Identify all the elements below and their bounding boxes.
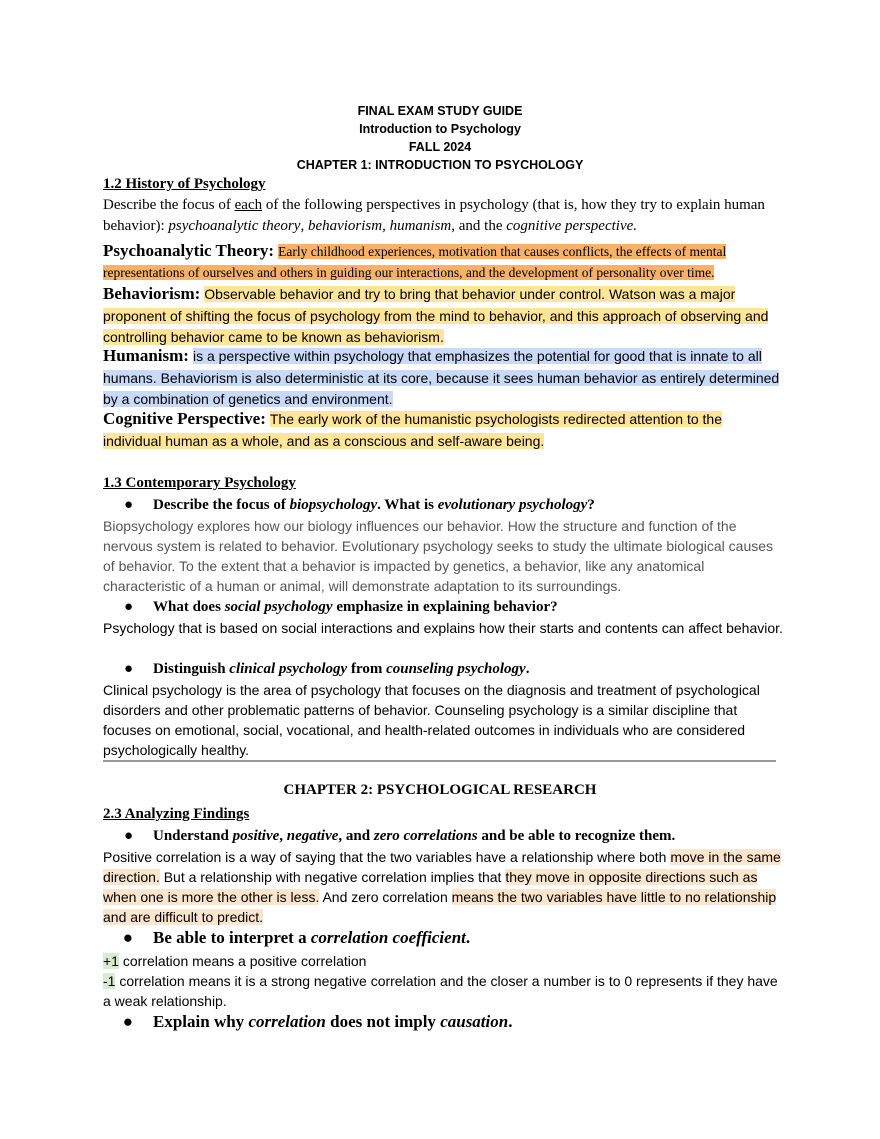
prompt-term: behaviorism, humanism, xyxy=(307,218,456,234)
bullet-social-psychology xyxy=(103,597,783,617)
bullet-term: biopsychology xyxy=(289,497,378,513)
behaviorism-text: Observable behavior and try to bring that behavior under control. Watson was a major proponent of shifting the focus of psychology from the mind to behavior, and this approach of observing and controlling behavior came to be known as behaviorism. xyxy=(103,286,769,345)
section-1-3-heading: 1.3 Contemporary Psychology xyxy=(103,475,296,491)
answer-text: correlation means a positive correlation xyxy=(118,953,367,969)
bullet-text: What does xyxy=(153,599,225,615)
cognitive-label: Cognitive Perspective: xyxy=(103,409,266,428)
psychoanalytic-text: Early childhood experiences, motivation that causes conflicts, the effects of mental representations of ourselves and others in guiding our interactions, and the development of personality over time. xyxy=(103,244,727,280)
course-name: Introduction to Psychology xyxy=(359,122,521,136)
bullet-text: Describe the focus of xyxy=(153,497,290,513)
answer-social-psychology: Psychology that is based on social interactions and explains how their starts and contents can affect behavior. xyxy=(103,620,783,636)
answer-text: But a relationship with negative correlation implies that xyxy=(159,869,506,885)
minus-one-value: -1 xyxy=(103,973,116,989)
bullet-term: counseling psychology xyxy=(386,661,526,677)
bullet-text: . xyxy=(508,1012,513,1031)
bullet-clinical-counseling xyxy=(103,659,783,679)
bullet-term: causation xyxy=(440,1012,509,1031)
bullet-biopsychology xyxy=(103,495,783,515)
bullet-text: and be able to recognize them. xyxy=(477,828,676,844)
bullet-causation xyxy=(103,1012,783,1032)
chapter-2-title: CHAPTER 2: PSYCHOLOGICAL RESEARCH xyxy=(283,782,597,798)
chapter-1-title: CHAPTER 1: INTRODUCTION TO PSYCHOLOGY xyxy=(296,158,584,172)
prompt-term: psychoanalytic theory xyxy=(168,218,301,234)
humanism-entry xyxy=(103,346,783,411)
bullet-text: does not imply xyxy=(325,1012,441,1031)
answer-text: correlation means it is a strong negative correlation and the closer a number is to 0 represents if they have a weak relationship. xyxy=(103,973,778,1009)
cognitive-entry xyxy=(103,409,783,452)
section-divider xyxy=(103,760,776,762)
bullet-icon: ● xyxy=(123,828,133,844)
bullet-icon: ● xyxy=(123,599,133,615)
answer-correlations xyxy=(103,847,783,927)
bullet-icon: ● xyxy=(123,497,133,513)
behaviorism-entry xyxy=(103,284,783,349)
prompt-text: , xyxy=(300,218,308,234)
answer-highlight: move in the same direction. xyxy=(103,849,781,885)
prompt-term: cognitive perspective. xyxy=(506,218,638,234)
bullet-text: , and xyxy=(338,828,374,844)
term-label: FALL 2024 xyxy=(408,140,472,154)
prompt-text: Describe the focus of xyxy=(103,197,235,213)
behaviorism-label: Behaviorism: xyxy=(103,284,201,303)
bullet-icon: ● xyxy=(122,928,133,947)
answer-clinical-counseling: Clinical psychology is the area of psychology that focuses on the diagnosis and treatment of psychological disorders and other problematic patterns of behavior. Counseling psychology is a similar discipline that focuses on emotional, social, vocational, and health-related outcomes in individuals who are considered psychologically healthy. xyxy=(103,682,760,758)
answer-text: Positive correlation is a way of saying that the two variables have a relationship where both xyxy=(103,849,671,865)
answer-biopsychology: Biopsychology explores how our biology influences our behavior. How the structure and function of the nervous system is related to behavior. Evolutionary psychology seeks to study the ultimate biological causes of behavior. To the extent that a behavior is impacted by genetics, a behavior, like any anatomical characteristic of a human or animal, will demonstrate adaptation to its surroundings. xyxy=(103,518,774,594)
section-1-2-heading: 1.2 History of Psychology xyxy=(103,176,266,192)
bullet-text: , xyxy=(279,828,287,844)
answer-minus-one xyxy=(103,971,783,1011)
section-2-3-heading: 2.3 Analyzing Findings xyxy=(103,806,250,822)
bullet-text: Distinguish xyxy=(153,661,230,677)
doc-title: FINAL EXAM STUDY GUIDE xyxy=(357,104,523,118)
bullet-term: social psychology xyxy=(224,599,333,615)
prompt-text: and the xyxy=(455,218,507,234)
plus-one-value: +1 xyxy=(103,953,119,969)
bullet-icon: ● xyxy=(123,661,133,677)
answer-highlight: means the two variables have little to no relationship and are difficult to predict. xyxy=(103,889,777,925)
bullet-term: clinical psychology xyxy=(229,661,348,677)
humanism-label: Humanism: xyxy=(103,346,189,365)
bullet-text: Explain why xyxy=(153,1012,249,1031)
bullet-term: correlation xyxy=(248,1012,326,1031)
humanism-text: is a perspective within psychology that emphasizes the potential for good that is innate to all humans. Behaviorism is also deterministic at its core, because it sees human behavior as entirely determined by a combination of genetics and environment. xyxy=(103,348,780,407)
prompt-text: of the following perspectives in psychology (that is, how they try to explain human behavior): xyxy=(103,197,765,234)
bullet-text: . xyxy=(465,928,471,947)
cognitive-text: The early work of the humanistic psychologists redirected attention to the individual human as a whole, and as a conscious and self-aware being. xyxy=(103,411,722,449)
section-1-2-prompt xyxy=(103,195,783,237)
bullet-term: zero correlations xyxy=(373,828,478,844)
bullet-term: positive xyxy=(232,828,280,844)
bullet-text: . What is xyxy=(377,497,438,513)
bullet-correlations xyxy=(103,826,783,846)
bullet-correlation-coefficient xyxy=(103,928,783,948)
bullet-term: evolutionary psychology xyxy=(437,497,588,513)
answer-plus-one xyxy=(103,951,783,971)
bullet-text: Understand xyxy=(153,828,233,844)
bullet-term: correlation coefficient xyxy=(310,928,466,947)
bullet-text: Be able to interpret a xyxy=(153,928,311,947)
prompt-each: each xyxy=(234,197,263,213)
bullet-text: . xyxy=(525,661,530,677)
answer-text: And zero correlation xyxy=(319,889,452,905)
bullet-text: from xyxy=(347,661,387,677)
bullet-text: emphasize in explaining behavior? xyxy=(332,599,558,615)
bullet-text: ? xyxy=(587,497,595,513)
bullet-term: negative xyxy=(286,828,339,844)
answer-highlight: they move in opposite directions such as when one is more the other is less. xyxy=(103,869,758,905)
psychoanalytic-entry xyxy=(103,240,783,283)
psychoanalytic-label: Psychoanalytic Theory: xyxy=(103,241,275,260)
bullet-icon: ● xyxy=(122,1012,133,1031)
